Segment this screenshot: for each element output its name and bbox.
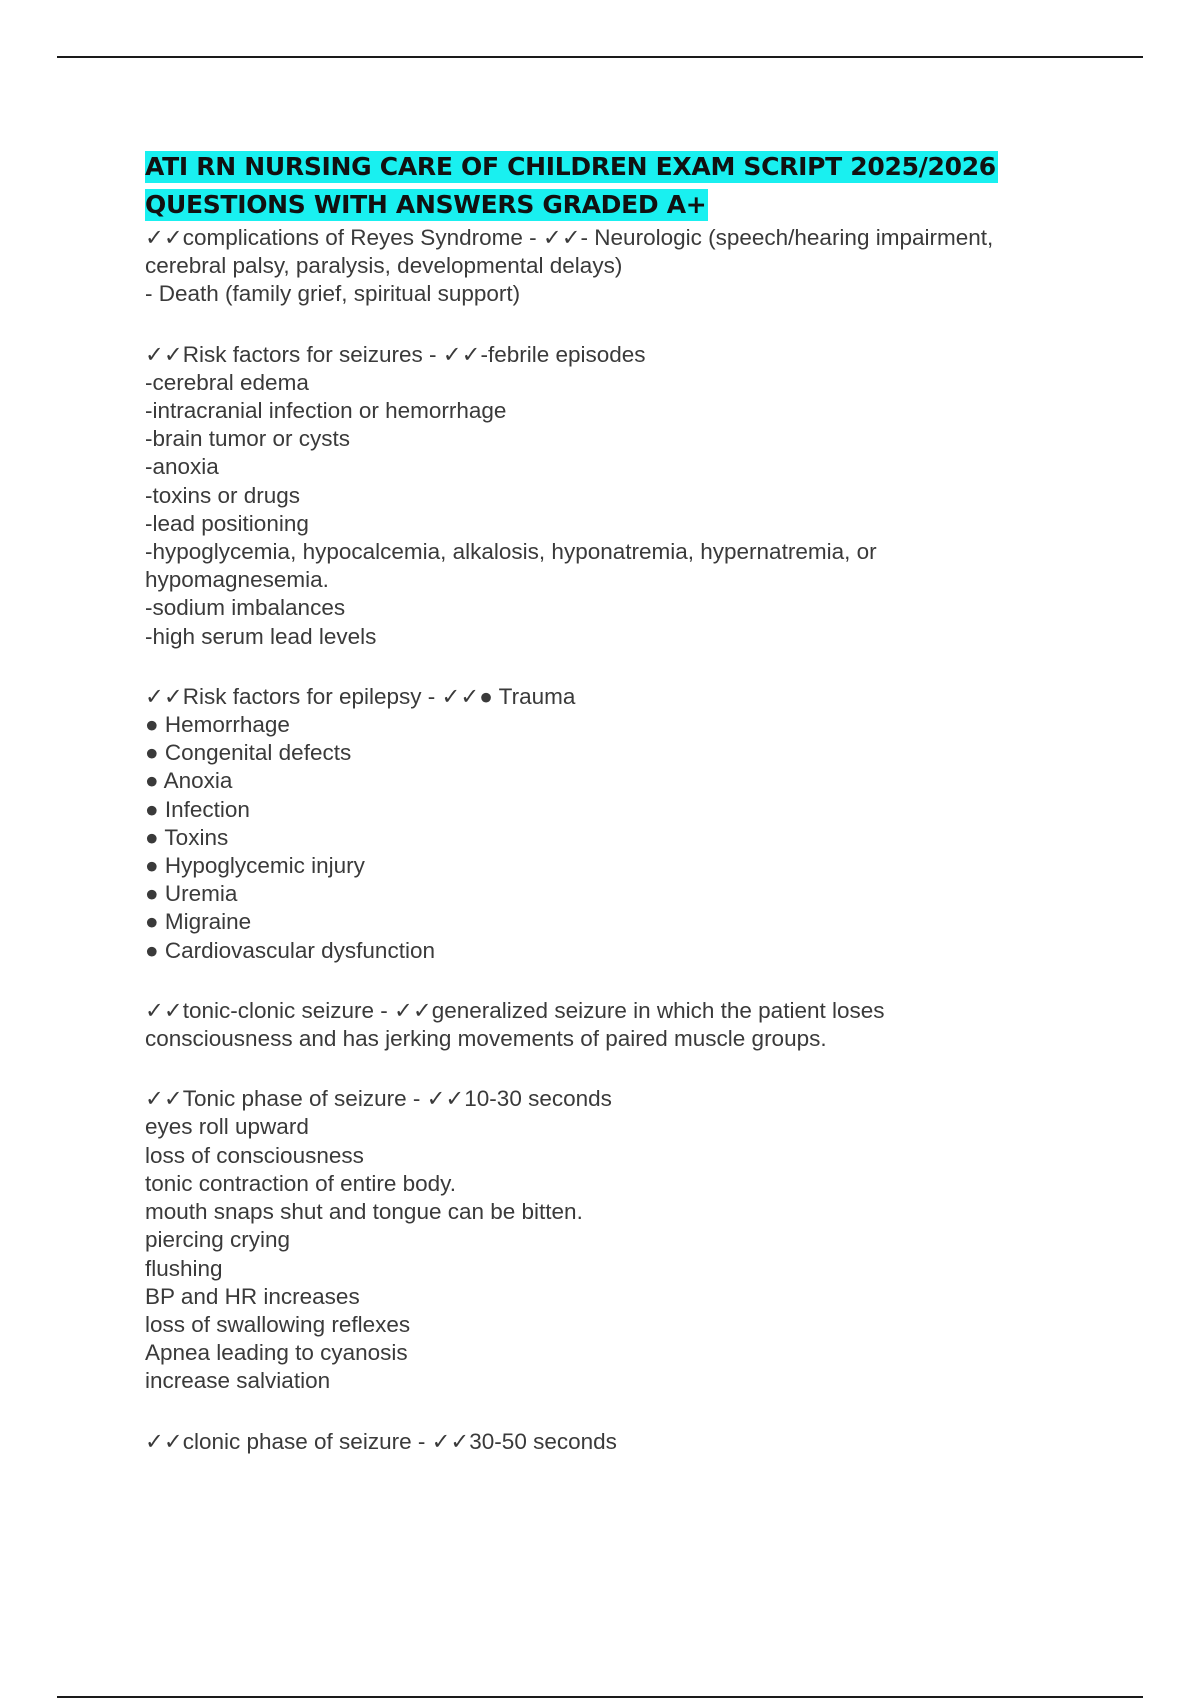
qa-block bbox=[145, 997, 1075, 1053]
block-spacer bbox=[145, 965, 1075, 997]
qa-line: -intracranial infection or hemorrhage bbox=[145, 398, 507, 424]
qa-line: ● Hypoglycemic injury bbox=[145, 853, 365, 879]
qa-line: mouth snaps shut and tongue can be bitten. bbox=[145, 1199, 583, 1225]
block-spacer bbox=[145, 651, 1075, 683]
qa-line: ✓✓complications of Reyes Syndrome - ✓✓- Neurologic (speech/hearing impairment, bbox=[145, 225, 994, 250]
qa-block bbox=[145, 1428, 1075, 1456]
block-spacer bbox=[145, 1396, 1075, 1428]
qa-line: loss of consciousness bbox=[145, 1142, 364, 1168]
qa-line: -cerebral edema bbox=[145, 369, 309, 395]
qa-line: -high serum lead levels bbox=[145, 623, 377, 649]
qa-line: - Death (family grief, spiritual support) bbox=[145, 281, 521, 307]
qa-line: cerebral palsy, paralysis, developmental delays) bbox=[145, 253, 623, 279]
qa-line: -lead positioning bbox=[145, 510, 309, 536]
qa-line: piercing crying bbox=[145, 1227, 291, 1253]
document-body bbox=[145, 148, 1075, 1456]
qa-line: Apnea leading to cyanosis bbox=[145, 1340, 408, 1366]
qa-line: -hypoglycemia, hypocalcemia, alkalosis, hyponatremia, hypernatremia, or bbox=[145, 539, 877, 565]
qa-line: -anoxia bbox=[145, 454, 219, 480]
qa-block bbox=[145, 341, 1075, 651]
qa-line: -sodium imbalances bbox=[145, 595, 346, 621]
qa-line: ● Toxins bbox=[145, 824, 229, 850]
qa-line: ✓✓Risk factors for epilepsy - ✓✓● Trauma bbox=[145, 683, 576, 709]
qa-line: hypomagnesemia. bbox=[145, 567, 329, 593]
qa-line: ● Infection bbox=[145, 796, 250, 822]
qa-line: tonic contraction of entire body. bbox=[145, 1170, 457, 1196]
qa-line: increase salviation bbox=[145, 1368, 331, 1394]
header-rule bbox=[57, 56, 1143, 58]
qa-block bbox=[145, 1085, 1075, 1395]
qa-line: ✓✓tonic-clonic seizure - ✓✓generalized seizure in which the patient loses bbox=[145, 997, 885, 1023]
qa-block bbox=[145, 224, 1075, 309]
footer-rule bbox=[57, 1696, 1143, 1698]
qa-line: BP and HR increases bbox=[145, 1283, 360, 1309]
qa-line: eyes roll upward bbox=[145, 1114, 309, 1140]
qa-line: -toxins or drugs bbox=[145, 482, 301, 508]
qa-line: flushing bbox=[145, 1255, 223, 1281]
block-spacer bbox=[145, 309, 1075, 341]
qa-line: ● Uremia bbox=[145, 881, 238, 907]
qa-line: ● Migraine bbox=[145, 909, 252, 935]
qa-line: ● Hemorrhage bbox=[145, 712, 290, 738]
qa-line: ● Cardiovascular dysfunction bbox=[145, 937, 435, 963]
qa-line: ● Congenital defects bbox=[145, 740, 352, 766]
qa-line: ✓✓Risk factors for seizures - ✓✓-febrile episodes bbox=[145, 341, 646, 367]
document-title bbox=[145, 148, 1075, 224]
title-line-1: ATI RN NURSING CARE OF CHILDREN EXAM SCRIPT 2025/2026 bbox=[145, 152, 996, 181]
qa-line: -brain tumor or cysts bbox=[145, 426, 351, 452]
block-spacer bbox=[145, 1053, 1075, 1085]
qa-line: consciousness and has jerking movements of paired muscle groups. bbox=[145, 1026, 827, 1052]
qa-line: ✓✓Tonic phase of seizure - ✓✓10-30 seconds bbox=[145, 1086, 612, 1112]
qa-block bbox=[145, 683, 1075, 965]
qa-line: ● Anoxia bbox=[145, 768, 233, 794]
qa-line: ✓✓clonic phase of seizure - ✓✓30-50 seconds bbox=[145, 1428, 617, 1454]
qa-list bbox=[145, 224, 1075, 1456]
title-line-2: QUESTIONS WITH ANSWERS GRADED A+ bbox=[145, 190, 707, 219]
qa-line: loss of swallowing reflexes bbox=[145, 1311, 411, 1337]
